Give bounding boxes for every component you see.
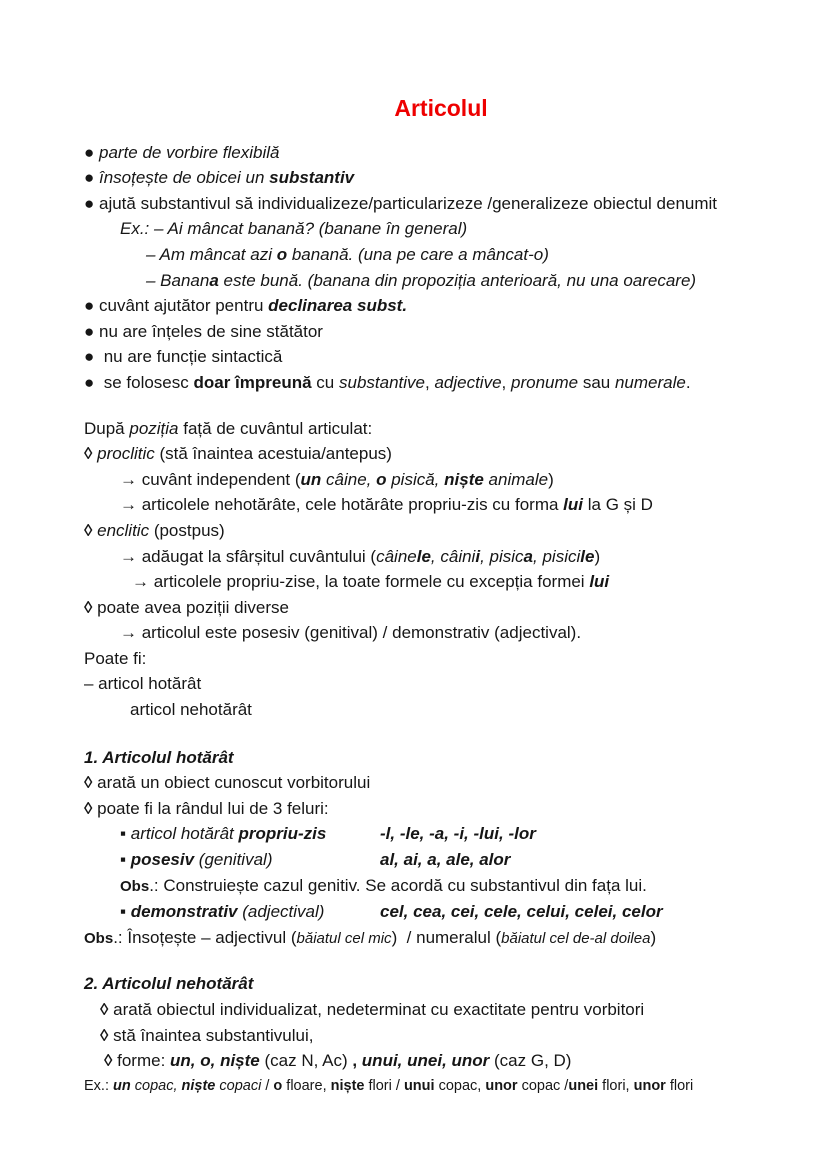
text-segment: enclitic bbox=[97, 520, 150, 540]
text-segment: ▪ bbox=[120, 824, 131, 844]
text-segment: ▪ bbox=[120, 902, 131, 922]
text-segment: la G și D bbox=[583, 495, 653, 515]
diamond-line bbox=[84, 441, 798, 467]
arrow-line bbox=[84, 544, 798, 570]
text-segment: lui bbox=[563, 495, 584, 515]
text-segment: ◊ bbox=[84, 597, 98, 617]
text-segment: poate fi la rândul lui de 3 feluri: bbox=[97, 798, 329, 818]
text-segment: niște bbox=[444, 469, 484, 489]
text-segment: banană. (una pe care a mâncat-o) bbox=[287, 244, 549, 264]
text-segment: (caz N, Ac) bbox=[259, 1051, 353, 1071]
text-segment: ◊ bbox=[104, 1051, 118, 1071]
list-line bbox=[84, 847, 798, 873]
text-segment: După bbox=[84, 418, 130, 438]
text-line bbox=[84, 671, 798, 697]
text-segment: . bbox=[685, 372, 691, 392]
text-segment: stă înaintea substantivului, bbox=[113, 1025, 314, 1045]
text-segment: , pisici bbox=[533, 546, 581, 566]
text-segment: ● bbox=[84, 142, 99, 162]
diamond-line bbox=[84, 595, 798, 621]
text-line bbox=[84, 697, 798, 723]
text-segment: câine, bbox=[321, 469, 377, 489]
example-line bbox=[84, 216, 798, 242]
text-segment: numerale bbox=[614, 372, 686, 392]
text-line bbox=[84, 646, 798, 672]
bullet-line bbox=[84, 140, 798, 166]
arrow-line bbox=[84, 569, 798, 595]
text-segment: forme: bbox=[117, 1051, 171, 1071]
text-segment: → articolul este posesiv (genitival) / demonstrativ (adjectival). bbox=[120, 623, 582, 643]
text-segment: i bbox=[475, 546, 481, 566]
text-segment: Obs bbox=[84, 929, 114, 947]
text-segment: → articolele propriu-zise, la toate formele cu excepția formei bbox=[132, 572, 590, 592]
document-body bbox=[84, 96, 798, 1099]
text-segment: 1. Articolul hotărât bbox=[84, 747, 234, 767]
text-segment: ● ajută substantivul să individualizeze/particularizeze /generalizeze obiectul denumit bbox=[84, 193, 718, 213]
text-segment: → articolele nehotărâte, cele hotărâte propriu-zis cu forma bbox=[120, 495, 564, 515]
text-segment: – Am mâncat azi bbox=[146, 244, 277, 264]
text-segment: Poate fi: bbox=[84, 648, 147, 668]
diamond-line bbox=[84, 518, 798, 544]
text-segment: cu bbox=[311, 372, 339, 392]
text-segment: declinarea subst. bbox=[268, 296, 408, 316]
text-segment: copac, bbox=[434, 1077, 486, 1094]
text-segment: / bbox=[265, 1077, 274, 1094]
text-segment: floare, bbox=[282, 1077, 331, 1094]
text-segment: doar împreună bbox=[193, 372, 312, 392]
text-segment: este bună. (banana din propoziția anterioară, nu una oarecare) bbox=[218, 270, 697, 290]
text-segment: ▪ bbox=[120, 850, 131, 870]
text-segment: flori, bbox=[598, 1077, 634, 1094]
text-segment: parte de vorbire flexibilă bbox=[99, 142, 280, 162]
text-segment: (caz G, D) bbox=[489, 1051, 572, 1071]
text-segment: ) bbox=[548, 469, 554, 489]
text-segment: poate avea poziții diverse bbox=[97, 597, 289, 617]
text-segment: , bbox=[501, 372, 511, 392]
text-segment: ) / numeralul ( bbox=[391, 927, 502, 947]
text-segment: ● se folosesc bbox=[84, 372, 194, 392]
diamond-line bbox=[84, 770, 798, 796]
text-line bbox=[84, 416, 798, 442]
text-segment: animale bbox=[483, 469, 549, 489]
text-segment: unui bbox=[403, 1077, 435, 1094]
arrow-line bbox=[84, 467, 798, 493]
arrow-line bbox=[84, 620, 798, 646]
text-segment: , bbox=[352, 1051, 362, 1071]
example-line bbox=[84, 242, 798, 268]
text-segment: – articol hotărât bbox=[84, 674, 202, 694]
text-segment: pisică, bbox=[386, 469, 445, 489]
bullet-line bbox=[84, 191, 798, 217]
section-2-heading bbox=[84, 971, 798, 997]
list-line bbox=[84, 899, 798, 925]
text-segment: flori bbox=[665, 1077, 694, 1094]
text-segment: → adăugat la sfârșitul cuvântului ( bbox=[120, 546, 377, 566]
text-segment: niște bbox=[330, 1077, 365, 1094]
text-segment: ◊ bbox=[100, 1025, 114, 1045]
text-segment: , câini bbox=[430, 546, 476, 566]
text-segment: (stă înaintea acestuia/antepus) bbox=[154, 444, 392, 464]
text-segment: ● cuvânt ajutător pentru bbox=[84, 296, 269, 316]
text-segment: → cuvânt independent ( bbox=[120, 469, 301, 489]
text-segment: o bbox=[276, 244, 288, 264]
text-segment: însoțește de obicei un bbox=[99, 168, 270, 188]
text-segment: Ex.: bbox=[84, 1077, 114, 1094]
text-segment: ● bbox=[84, 168, 99, 188]
text-segment: -l, -le, -a, -i, -lui, -lor bbox=[380, 824, 536, 844]
text-segment: un, o, niște bbox=[170, 1051, 260, 1071]
text-segment: ◊ bbox=[100, 1000, 114, 1019]
text-segment: le bbox=[580, 546, 595, 566]
text-segment: câine bbox=[376, 546, 417, 566]
diamond-line bbox=[84, 997, 798, 1023]
text-segment: sau bbox=[578, 372, 615, 392]
text-segment: băiatul cel de-al doilea bbox=[501, 929, 651, 947]
text-segment: – Banan bbox=[146, 270, 210, 290]
text-segment: Articolul bbox=[394, 95, 488, 121]
text-segment: pronume bbox=[511, 372, 579, 392]
example-line bbox=[84, 1074, 798, 1100]
text-segment: niște bbox=[181, 1077, 216, 1094]
text-segment: 2. Articolul nehotărât bbox=[84, 974, 254, 994]
bullet-line bbox=[84, 165, 798, 191]
text-segment: .: Construiește cazul genitiv. Se acordă cu substantivul din fața lui. bbox=[149, 875, 647, 895]
text-segment: demonstrativ bbox=[130, 902, 238, 922]
text-segment: articol hotărât bbox=[130, 824, 239, 844]
arrow-line bbox=[84, 492, 798, 518]
text-segment: o bbox=[273, 1077, 283, 1094]
text-segment: arată un obiect cunoscut vorbitorului bbox=[97, 773, 371, 793]
list-line bbox=[84, 821, 798, 847]
text-segment: flori / bbox=[364, 1077, 404, 1094]
text-segment: o bbox=[376, 469, 387, 489]
bullet-line bbox=[84, 319, 798, 345]
bullet-line bbox=[84, 344, 798, 370]
text-segment: proclitic bbox=[97, 444, 155, 464]
text-segment: un bbox=[300, 469, 322, 489]
text-segment: copac / bbox=[517, 1077, 569, 1094]
text-segment: al, ai, a, ale, alor bbox=[380, 850, 511, 870]
diamond-line bbox=[84, 796, 798, 822]
text-segment: Ex.: – Ai mâncat banană? (banane în general) bbox=[120, 219, 468, 239]
text-segment: ) bbox=[594, 546, 601, 566]
text-segment: .: Însoțește – adjectivul ( bbox=[113, 927, 297, 947]
text-segment: (postpus) bbox=[149, 520, 225, 540]
bullet-line bbox=[84, 370, 798, 396]
text-segment: articol nehotărât bbox=[130, 700, 252, 720]
text-segment: (genitival) bbox=[194, 850, 273, 870]
text-segment: ◊ bbox=[84, 520, 98, 540]
text-segment: arată obiectul individualizat, nedeterminat cu exactitate pentru vorbitori bbox=[113, 1000, 645, 1019]
text-segment: copac, bbox=[130, 1077, 182, 1094]
text-segment: unui, unei, unor bbox=[361, 1051, 490, 1071]
text-segment: un bbox=[113, 1077, 131, 1094]
text-segment: , pisic bbox=[480, 546, 524, 566]
text-segment: Obs bbox=[120, 877, 150, 895]
text-segment: propriu-zis bbox=[238, 824, 327, 844]
text-segment: unor bbox=[633, 1077, 666, 1094]
example-line bbox=[84, 268, 798, 294]
text-segment: lui bbox=[589, 572, 610, 592]
diamond-line bbox=[84, 1048, 798, 1074]
obs-line bbox=[84, 873, 798, 900]
text-segment: ● nu are funcție sintactică bbox=[84, 347, 283, 367]
text-segment: a bbox=[523, 546, 534, 566]
text-segment: ) bbox=[650, 927, 657, 947]
text-segment: , bbox=[424, 372, 435, 392]
text-segment: copaci bbox=[215, 1077, 266, 1094]
text-segment: unor bbox=[485, 1077, 518, 1094]
text-segment: poziția bbox=[129, 418, 179, 438]
text-segment: unei bbox=[568, 1077, 599, 1094]
text-segment: băiatul cel mic bbox=[296, 929, 392, 947]
text-segment: (adjectival) bbox=[237, 902, 325, 922]
text-segment: ● nu are înțeles de sine stătător bbox=[84, 321, 323, 341]
page-title bbox=[84, 96, 798, 122]
text-segment: cel, cea, cei, cele, celui, celei, celor bbox=[380, 902, 663, 922]
diamond-line bbox=[84, 1023, 798, 1049]
text-segment: substantive bbox=[338, 372, 425, 392]
obs-line bbox=[84, 925, 798, 952]
text-segment: ◊ bbox=[84, 773, 98, 793]
bullet-line bbox=[84, 293, 798, 319]
text-segment: a bbox=[209, 270, 219, 290]
section-1-heading bbox=[84, 745, 798, 771]
text-segment: ◊ bbox=[84, 798, 98, 818]
text-segment: posesiv bbox=[130, 850, 195, 870]
text-segment: adjective bbox=[434, 372, 502, 392]
text-segment: substantiv bbox=[269, 168, 355, 188]
text-segment: față de cuvântul articulat: bbox=[178, 418, 373, 438]
text-segment: le bbox=[416, 546, 431, 566]
text-segment: ◊ bbox=[84, 444, 98, 464]
